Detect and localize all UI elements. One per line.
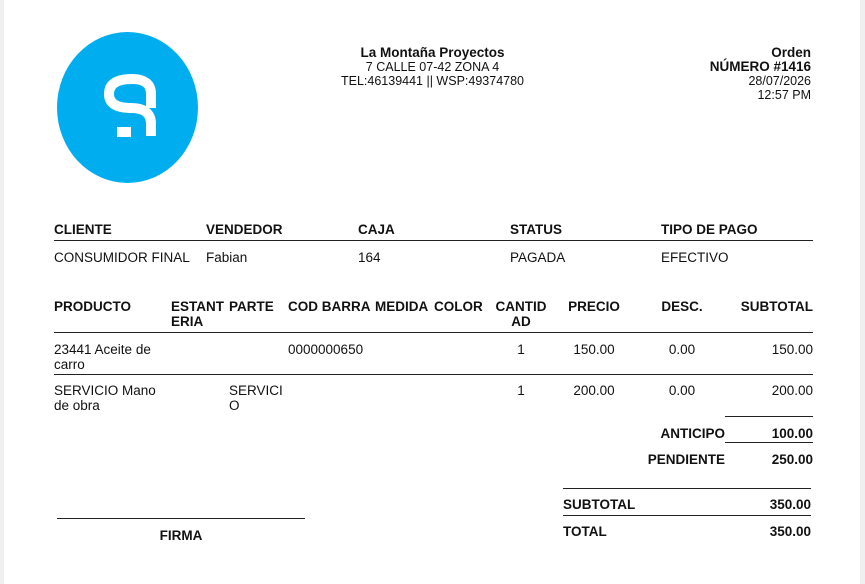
info-header-caja: CAJA: [358, 222, 395, 237]
order-date: 28/07/2026: [748, 74, 811, 88]
row2-parte: SERVICI O: [229, 383, 283, 413]
company-logo: [57, 32, 198, 183]
row2-cantidad: 1: [517, 383, 525, 398]
order-time: 12:57 PM: [757, 88, 811, 102]
row2-precio: 200.00: [573, 383, 615, 398]
company-address: 7 CALLE 07-42 ZONA 4: [365, 60, 500, 74]
row2-subtotal: 200.00: [771, 383, 813, 398]
order-label: Orden: [771, 45, 811, 60]
stylized-s-icon: [57, 32, 198, 183]
row1-divider: [54, 374, 813, 375]
company-info: [254, 46, 611, 88]
row2-producto: SERVICIO Mano de obra: [54, 383, 156, 413]
company-contact: TEL:46139441 || WSP:49374780: [340, 74, 524, 88]
col-header-subtotal: SUBTOTAL: [740, 299, 813, 314]
total-label: TOTAL: [563, 524, 607, 539]
company-name: La Montaña Proyectos: [360, 45, 505, 60]
row1-cantidad: 1: [517, 342, 525, 357]
order-number: NÚMERO #1416: [709, 59, 811, 74]
info-divider: [54, 240, 813, 241]
signature-line: [57, 518, 305, 519]
subtotal-top-rule: [563, 488, 811, 489]
anticipo-top-rule: [725, 416, 813, 417]
total-value: 350.00: [769, 524, 811, 539]
info-header-cliente: CLIENTE: [54, 222, 112, 237]
anticipo-value: 100.00: [771, 426, 813, 441]
col-header-color: COLOR: [434, 299, 483, 314]
col-header-estanteria: ESTANT ERIA: [171, 299, 224, 329]
col-header-medida: MEDIDA: [375, 299, 429, 314]
info-value-tipo-pago: EFECTIVO: [661, 250, 729, 265]
anticipo-bottom-rule: [725, 442, 813, 443]
info-value-caja: 164: [358, 250, 381, 265]
products-header-divider: [54, 332, 813, 333]
signature-label: FIRMA: [159, 528, 203, 543]
anticipo-label: ANTICIPO: [660, 426, 725, 441]
row1-desc: 0.00: [668, 342, 696, 357]
info-value-cliente: CONSUMIDOR FINAL: [54, 250, 190, 265]
row2-desc: 0.00: [668, 383, 696, 398]
subtotal-value: 350.00: [769, 497, 811, 512]
order-info: [604, 46, 811, 102]
pendiente-label: PENDIENTE: [647, 452, 725, 467]
col-header-parte: PARTE: [229, 299, 274, 314]
col-header-precio: PRECIO: [568, 299, 620, 314]
row1-producto: 23441 Aceite de carro: [54, 342, 151, 372]
row1-precio: 150.00: [573, 342, 615, 357]
col-header-desc: DESC.: [661, 299, 703, 314]
info-header-status: STATUS: [510, 222, 562, 237]
info-header-tipo-pago: TIPO DE PAGO: [661, 222, 758, 237]
info-value-status: PAGADA: [510, 250, 566, 265]
info-header-vendedor: VENDEDOR: [206, 222, 283, 237]
col-header-cantidad: CANTID AD: [495, 299, 547, 329]
col-header-producto: PRODUCTO: [54, 299, 132, 314]
info-value-vendedor: Fabian: [206, 250, 248, 265]
col-header-cod-barra: COD BARRA: [288, 299, 371, 314]
row1-subtotal: 150.00: [771, 342, 813, 357]
invoice-page: [4, 0, 860, 584]
subtotal-bottom-rule: [563, 515, 811, 516]
row1-cod-barra: 0000000650: [288, 342, 364, 357]
subtotal-label: SUBTOTAL: [563, 497, 636, 512]
pendiente-value: 250.00: [771, 452, 813, 467]
